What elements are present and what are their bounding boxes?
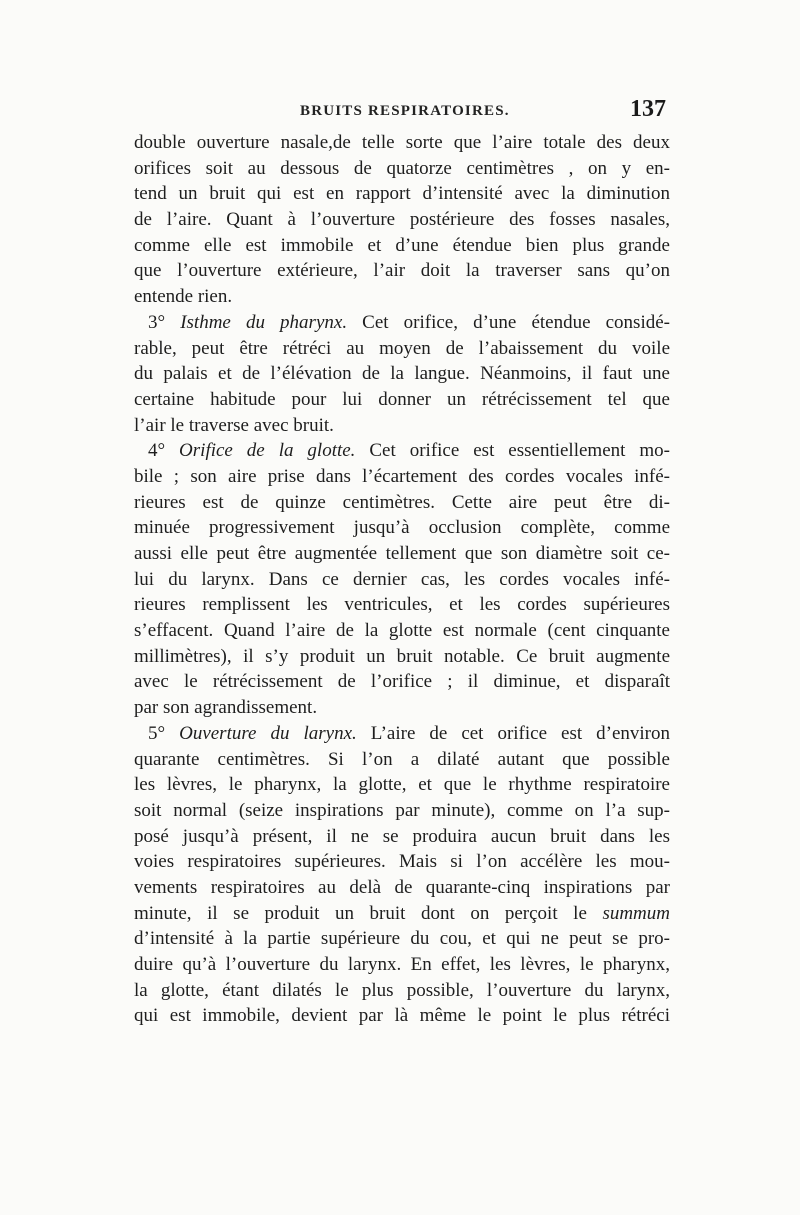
line-text: millimètres), il s’y produit un bruit notable. Ce bruit augmente	[134, 645, 670, 667]
text-line	[134, 978, 670, 1004]
text-line	[134, 618, 670, 644]
section-heading: Ouverture du larynx.	[179, 722, 357, 744]
line-text: posé jusqu’à présent, il ne se produira aucun bruit dans les	[134, 825, 670, 847]
section-number: 3°	[148, 311, 181, 333]
running-head	[132, 96, 670, 124]
line-text: vements respiratoires au delà de quarante-cinq inspirations par	[134, 876, 670, 898]
text-line	[134, 721, 670, 747]
text-line	[134, 952, 670, 978]
text-line	[134, 284, 670, 310]
text-line	[134, 669, 670, 695]
text-line	[134, 310, 670, 336]
line-text: aussi elle peut être augmentée tellement que son diamètre soit ce-	[134, 543, 670, 564]
page-number: 137	[630, 96, 666, 122]
text-line	[134, 798, 670, 824]
line-text: s’effacent. Quand l’aire de la glotte est normale (cent cinquante	[134, 620, 670, 642]
text-line	[134, 695, 670, 721]
section-number: 5°	[148, 722, 180, 744]
text-line	[134, 747, 670, 773]
line-text: qui est immobile, devient par là même le point le plus rétréci	[134, 1005, 670, 1027]
line-text: soit normal (seize inspirations par minute), comme on l’a sup-	[134, 799, 670, 821]
line-text: bile ; son aire prise dans l’écartement des cordes vocales infé-	[134, 465, 670, 487]
line-text: avec le rétrécissement de l’orifice ; il diminue, et disparaît	[134, 671, 670, 693]
text-line	[134, 515, 670, 541]
line-text: rieures remplissent les ventricules, et les cordes supérieures	[134, 594, 670, 616]
running-title: BRUITS RESPIRATOIRES.	[300, 103, 510, 119]
text-line	[134, 567, 670, 593]
section-heading: Orifice de la glotte.	[179, 440, 356, 462]
text-line	[134, 926, 670, 952]
text-line	[134, 490, 670, 516]
text-line	[134, 772, 670, 798]
line-text: tend un bruit qui est en rapport d’intensité avec la diminution	[134, 183, 670, 205]
line-text: voies respiratoires supérieures. Mais si l’on accélère les mou-	[134, 851, 670, 873]
text-line	[134, 336, 670, 362]
text-line	[134, 849, 670, 875]
text-line	[134, 541, 670, 567]
text-line	[134, 901, 670, 927]
line-text: certaine habitude pour lui donner un rétrécissement tel que	[134, 388, 670, 410]
line-text: que l’ouverture extérieure, l’air doit la traverser sans qu’on	[134, 260, 670, 282]
line-text: orifices soit au dessous de quatorze centimètres , on y en-	[134, 157, 670, 179]
text-line	[134, 413, 670, 439]
text-line	[134, 644, 670, 670]
section-number: 4°	[148, 440, 180, 462]
text-line	[134, 464, 670, 490]
text-line	[134, 361, 670, 387]
text-line	[134, 156, 670, 182]
line-text: de l’aire. Quant à l’ouverture postérieure des fosses nasales,	[134, 209, 670, 231]
text-line	[134, 1003, 670, 1029]
line-text: duire qu’à l’ouverture du larynx. En effet, les lèvres, le pharynx,	[134, 954, 670, 975]
line-text: lui du larynx. Dans ce dernier cas, les cordes vocales infé-	[134, 568, 670, 590]
line-text: L’aire de cet orifice est d’environ	[356, 722, 670, 744]
line-text: rieures est de quinze centimètres. Cette aire peut être di-	[134, 491, 670, 513]
section-heading: Isthme du pharynx.	[180, 311, 348, 333]
italic-term: summum	[602, 902, 670, 924]
text-line	[134, 258, 670, 284]
line-text: du palais et de l’élévation de la langue. Néanmoins, il faut une	[134, 363, 670, 385]
line-text: Cet orifice est essentiellement mo-	[355, 440, 670, 462]
line-text: minute, il se produit un bruit dont on perçoit le	[134, 902, 603, 924]
text-line	[134, 875, 670, 901]
text-line	[134, 207, 670, 233]
line-text: les lèvres, le pharynx, la glotte, et que le rhythme respiratoire	[134, 774, 670, 796]
text-line	[134, 130, 670, 156]
line-text: minuée progressivement jusqu’à occlusion complète, comme	[134, 517, 670, 539]
line-text: l’air le traverse avec bruit.	[134, 414, 334, 436]
line-text: double ouverture nasale,de telle sorte que l’aire totale des deux	[134, 132, 670, 153]
text-line	[134, 592, 670, 618]
text-line	[134, 181, 670, 207]
text-line	[134, 438, 670, 464]
line-text: la glotte, étant dilatés le plus possible, l’ouverture du larynx,	[134, 979, 670, 1001]
line-text: par son agrandissement.	[134, 697, 318, 719]
text-line	[134, 387, 670, 413]
line-text: rable, peut être rétréci au moyen de l’abaissement du voile	[134, 337, 670, 359]
body-text	[134, 130, 670, 1029]
line-text: Cet orifice, d’une étendue considé-	[347, 311, 670, 333]
text-line	[134, 824, 670, 850]
line-text: d’intensité à la partie supérieure du cou, et qui ne peut se pro-	[134, 928, 670, 950]
line-text: comme elle est immobile et d’une étendue bien plus grande	[134, 234, 670, 256]
line-text: entende rien.	[134, 286, 233, 308]
text-line	[134, 233, 670, 259]
line-text: quarante centimètres. Si l’on a dilaté autant que possible	[134, 748, 670, 770]
